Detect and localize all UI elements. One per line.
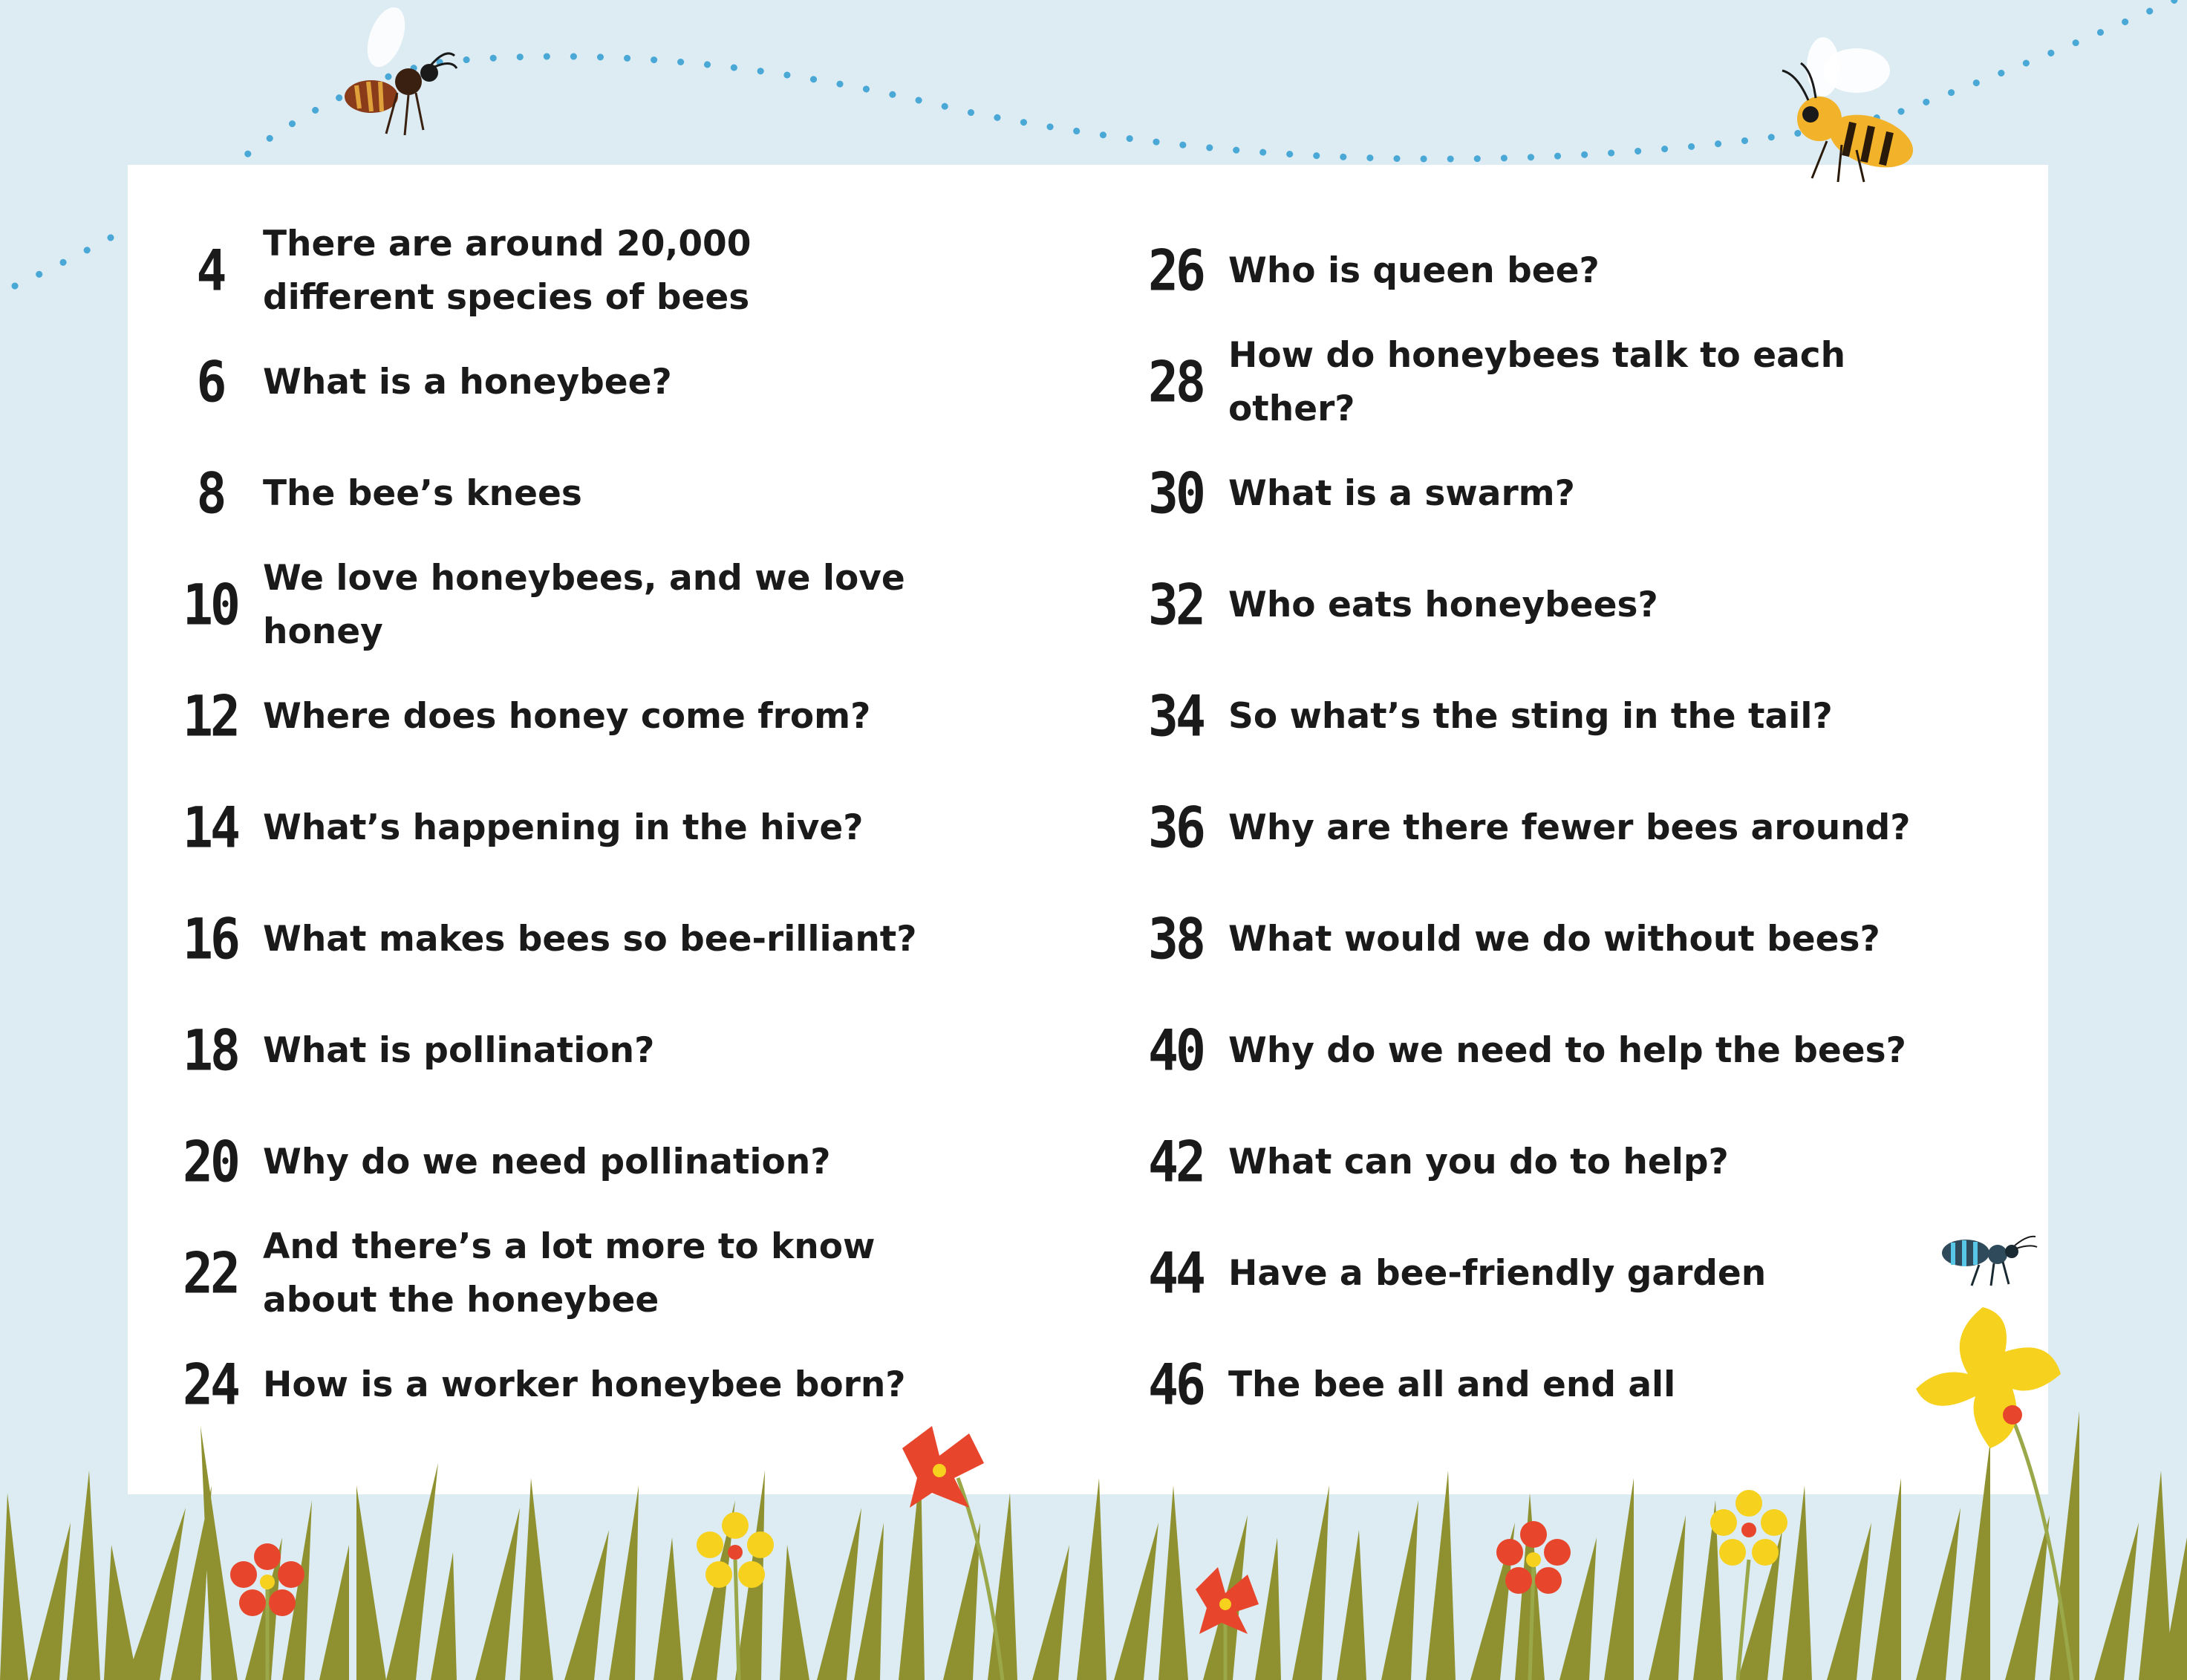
contents-entry[interactable] [157,1329,1123,1441]
chapter-title: So what’s the sting in the tail? [1228,696,1833,737]
chapter-title: What is pollination? [263,1030,655,1071]
page-number: 10 [183,572,238,639]
page-number: 6 [196,349,224,416]
chapter-title: Who is queen bee? [1228,250,1600,291]
contents-entry[interactable] [1123,1329,2088,1441]
chapter-title: And there’s a lot more to know about the honeybee [263,1226,876,1321]
page-number: 42 [1148,1129,1203,1196]
chapter-title: What’s happening in the hive? [263,807,864,848]
chapter-title: What is a swarm? [1228,473,1575,514]
page-number: 26 [1148,238,1203,305]
contents-entry[interactable] [1123,550,2088,661]
chapter-title: What makes bees so bee-rilliant? [263,919,917,960]
chapter-title: What can you do to help? [1228,1142,1729,1182]
chapter-title: Why do we need to help the bees? [1228,1030,1906,1071]
contents-entry[interactable] [157,772,1123,884]
contents-entry[interactable] [157,1107,1123,1218]
page-number: 18 [183,1018,238,1084]
contents-entry[interactable] [157,550,1123,661]
chapter-title: Where does honey come from? [263,696,871,737]
contents-entry[interactable] [1123,995,2088,1107]
page-number: 38 [1148,906,1203,973]
chapter-title: How do honeybees talk to each other? [1228,335,1846,429]
contents-entry[interactable] [157,995,1123,1107]
page-number: 34 [1148,683,1203,750]
page-number: 24 [183,1352,238,1419]
page-number: 12 [183,683,238,750]
chapter-title: How is a worker honeybee born? [263,1364,906,1405]
grass-blades [0,1411,2187,1680]
contents-entry[interactable] [1123,1218,2088,1329]
chapter-title: The bee all and end all [1228,1364,1676,1405]
page-number: 20 [183,1129,238,1196]
contents-entry[interactable] [157,215,1123,327]
contents-entry[interactable] [1123,438,2088,550]
chapter-title: What would we do without bees? [1228,919,1880,960]
contents-entry[interactable] [157,438,1123,550]
page-number: 40 [1148,1018,1203,1084]
page-number: 16 [183,906,238,973]
contents-entry[interactable] [157,661,1123,772]
chapter-title: The bee’s knees [263,473,582,514]
chapter-title: Have a bee-friendly garden [1228,1253,1767,1294]
page-number: 36 [1148,795,1203,862]
contents-entry[interactable] [1123,884,2088,995]
chapter-title: Why do we need pollination? [263,1142,831,1182]
red-flower-icon [1196,1567,1259,1634]
chapter-title: Why are there fewer bees around? [1228,807,1911,848]
contents-entry[interactable] [157,884,1123,995]
honeybee-icon [1767,30,1931,193]
contents-entry[interactable] [157,327,1123,438]
contents-entry[interactable] [1123,327,2088,438]
page-number: 4 [196,238,224,305]
page-number: 46 [1148,1352,1203,1419]
yellow-flower-icon [1710,1490,1787,1566]
contents-entry[interactable] [1123,661,2088,772]
page-number: 22 [183,1240,238,1307]
contents-entry[interactable] [1123,772,2088,884]
page-number: 14 [183,795,238,862]
page-number: 28 [1148,349,1203,416]
chapter-title: What is a honeybee? [263,362,672,403]
chapter-title: There are around 20,000 different species of bees [263,224,752,318]
page-number: 32 [1148,572,1203,639]
page-number: 30 [1148,460,1203,527]
contents-entry[interactable] [1123,1107,2088,1218]
contents-entry[interactable] [1123,215,2088,327]
honeybee-icon [327,7,468,141]
page-number: 44 [1148,1240,1203,1307]
chapter-title: We love honeybees, and we love honey [263,558,905,652]
page-number: 8 [196,460,224,527]
chapter-title: Who eats honeybees? [1228,585,1658,625]
contents-entry[interactable] [157,1218,1123,1329]
